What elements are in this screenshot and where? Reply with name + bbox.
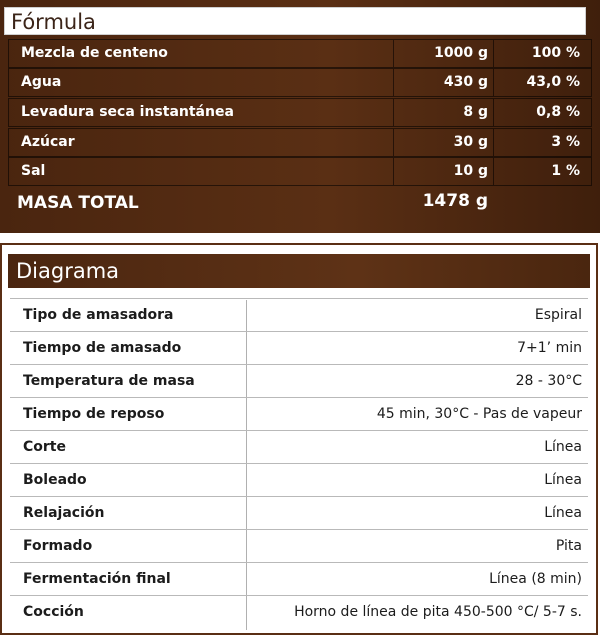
ingredient-grams: 8 g xyxy=(393,99,488,126)
formula-row xyxy=(8,157,592,186)
diagram-row xyxy=(10,398,588,431)
step-value: Espiral xyxy=(534,307,582,323)
step-value: Horno de línea de pita 450-500 °C/ 5-7 s. xyxy=(294,604,582,620)
diagram-row xyxy=(10,497,588,530)
step-name: Temperatura de masa xyxy=(23,373,195,389)
ingredient-name: Mezcla de centeno xyxy=(21,45,168,61)
ingredient-percent: 1 % xyxy=(493,158,580,185)
total-value: 1478 g xyxy=(422,191,488,211)
step-value: Línea xyxy=(544,439,582,455)
ingredient-percent: 0,8 % xyxy=(493,99,580,126)
step-name: Corte xyxy=(23,439,66,455)
formula-row xyxy=(8,68,592,97)
ingredient-grams: 30 g xyxy=(393,129,488,156)
step-name: Tipo de amasadora xyxy=(23,307,174,323)
step-name: Relajación xyxy=(23,505,105,521)
formula-row xyxy=(8,39,592,68)
step-name: Tiempo de reposo xyxy=(23,406,165,422)
ingredient-name: Levadura seca instantánea xyxy=(21,104,234,120)
formula-row xyxy=(8,128,592,157)
step-value: 7+1’ min xyxy=(517,340,582,356)
step-name: Tiempo de amasado xyxy=(23,340,182,356)
step-value: 45 min, 30°C - Pas de vapeur xyxy=(376,406,582,422)
step-name: Formado xyxy=(23,538,93,554)
step-value: Línea xyxy=(544,472,582,488)
step-value: 28 - 30°C xyxy=(515,373,582,389)
step-value: Pita xyxy=(555,538,582,554)
diagram-row xyxy=(10,464,588,497)
diagram-row xyxy=(10,530,588,563)
diagram-row xyxy=(10,563,588,596)
formula-title: Fórmula xyxy=(4,7,586,35)
diagram-row xyxy=(10,596,588,629)
ingredient-grams: 10 g xyxy=(393,158,488,185)
total-label: MASA TOTAL xyxy=(17,193,139,213)
ingredient-name: Sal xyxy=(21,163,46,179)
step-value: Línea (8 min) xyxy=(489,571,582,587)
ingredient-name: Agua xyxy=(21,74,62,90)
ingredient-name: Azúcar xyxy=(21,134,75,150)
ingredient-grams: 430 g xyxy=(393,69,488,96)
diagram-row xyxy=(10,332,588,365)
ingredient-percent: 3 % xyxy=(493,129,580,156)
diagram-row xyxy=(10,431,588,464)
formula-panel xyxy=(0,0,600,233)
step-value: Línea xyxy=(544,505,582,521)
diagram-panel xyxy=(0,243,598,635)
formula-row xyxy=(8,98,592,127)
diagram-row xyxy=(10,299,588,332)
step-name: Boleado xyxy=(23,472,87,488)
step-name: Cocción xyxy=(23,604,84,620)
step-name: Fermentación final xyxy=(23,571,171,587)
ingredient-percent: 43,0 % xyxy=(493,69,580,96)
diagram-row xyxy=(10,365,588,398)
diagram-title: Diagrama xyxy=(8,254,590,288)
ingredient-grams: 1000 g xyxy=(393,40,488,67)
ingredient-percent: 100 % xyxy=(493,40,580,67)
